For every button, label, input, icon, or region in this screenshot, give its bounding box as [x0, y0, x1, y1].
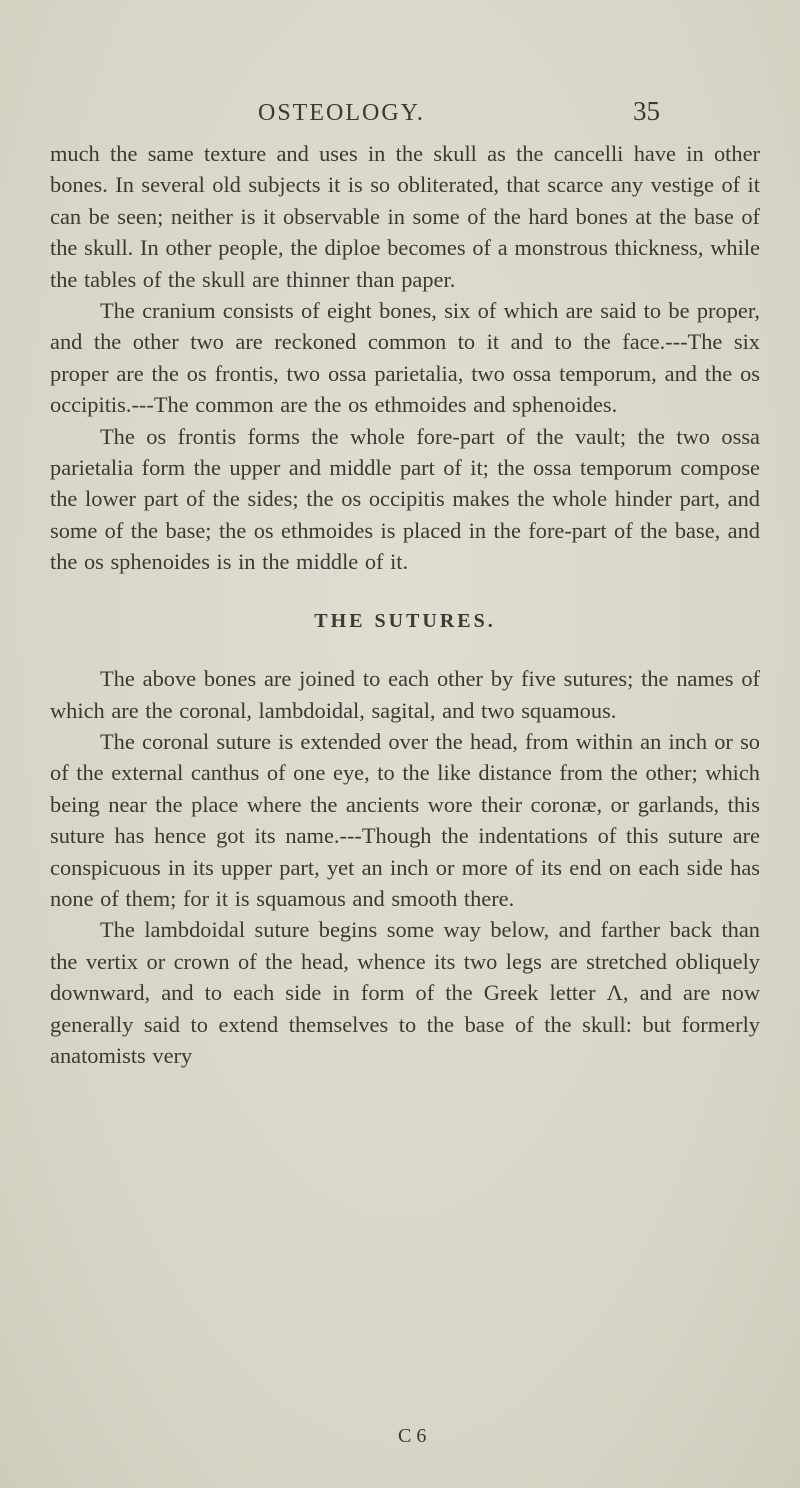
page-header	[0, 96, 800, 140]
section-heading: THE SUTURES.	[314, 609, 496, 632]
paragraph: The cranium consists of eight bones, six of which are said to be proper, and the other two are reckoned common to it and to the face.---The six proper are the os frontis, two ossa parietalia, two ossa temporum, and the os occipitis.---The common are the os ethmoides and sphenoides.	[50, 298, 760, 418]
paragraph: The os frontis forms the whole fore-part of the vault; the two ossa parietalia form the upper and middle part of it; the ossa temporum compose the lower part of the sides; the os occipitis makes the whole hinder part, and some of the base; the os ethmoides is placed in the fore-part of the base, and the os sphenoides is in the middle of it.	[50, 423, 760, 575]
body-text	[50, 138, 760, 1071]
page-number: 35	[633, 96, 660, 126]
paragraph: much the same texture and uses in the skull as the cancelli have in other bones. In several old subjects it is so obliterated, that scarce any vestige of it can be seen; neither is it observable in some of the hard bones at the base of the skull. In other people, the diploe becomes of a monstrous thickness, while the tables of the skull are thinner than paper.	[50, 141, 760, 292]
paragraph: The above bones are joined to each other by five sutures; the names of which are the coronal, lambdoidal, sagital, and two squamous.	[50, 666, 760, 723]
paragraph: The lambdoidal suture begins some way below, and farther back than the vertix or crown of the head, whence its two legs are stretched obliquely downward, and to each side in form of the Greek letter Λ, and are now generally said to extend themselves to the base of the skull: but formerly anatomists very	[50, 917, 760, 1068]
paragraph: The coronal suture is extended over the head, from within an inch or so of the external canthus of one eye, to the like distance from the other; which being near the place where the ancients wore their coronæ, or garlands, this suture has hence got its name.---Though the indentations of this suture are conspicuous in its upper part, yet an inch or more of its end on each side has none of them; for it is squamous and smooth there.	[50, 728, 760, 911]
signature-mark: C 6	[398, 1425, 427, 1447]
running-title: OSTEOLOGY.	[258, 100, 425, 126]
